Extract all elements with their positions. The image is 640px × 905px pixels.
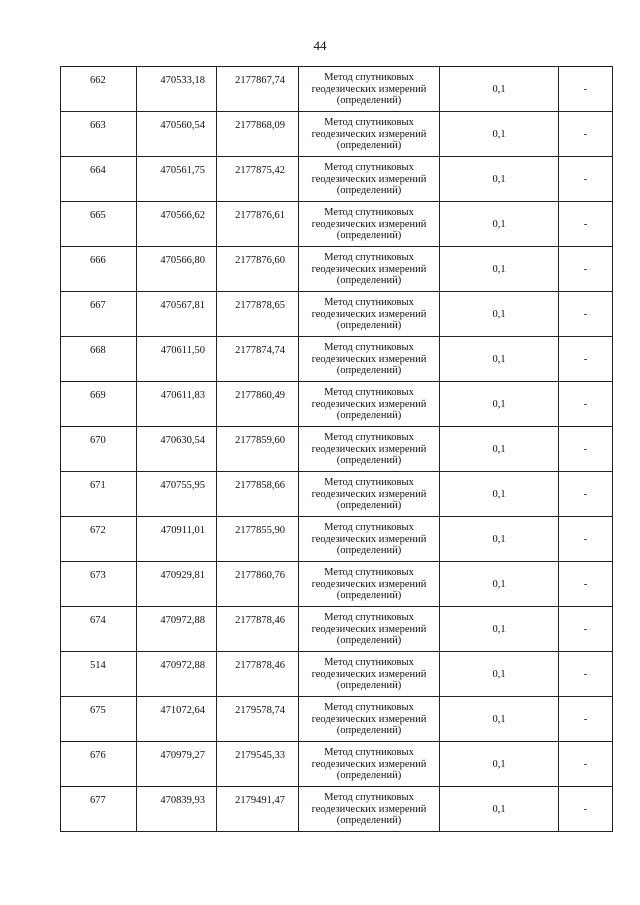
method-cell: Метод спутниковых геодезических измерений (определений)	[299, 652, 440, 697]
table-row	[61, 787, 613, 832]
x-coordinate-cell: 470630,54	[137, 427, 217, 472]
table-row	[61, 247, 613, 292]
x-coordinate-cell: 470567,81	[137, 292, 217, 337]
y-coordinate-cell: 2177878,65	[217, 292, 299, 337]
method-cell: Метод спутниковых геодезических измерений (определений)	[299, 112, 440, 157]
accuracy-cell: 0,1	[440, 337, 559, 382]
method-cell: Метод спутниковых геодезических измерений (определений)	[299, 247, 440, 292]
description-cell: -	[559, 382, 613, 427]
x-coordinate-cell: 470755,95	[137, 472, 217, 517]
y-coordinate-cell: 2177875,42	[217, 157, 299, 202]
point-number-cell: 669	[61, 382, 137, 427]
description-cell: -	[559, 607, 613, 652]
y-coordinate-cell: 2177867,74	[217, 67, 299, 112]
accuracy-cell: 0,1	[440, 112, 559, 157]
method-cell: Метод спутниковых геодезических измерений (определений)	[299, 427, 440, 472]
x-coordinate-cell: 470972,88	[137, 607, 217, 652]
table-row	[61, 157, 613, 202]
accuracy-cell: 0,1	[440, 607, 559, 652]
table-row	[61, 562, 613, 607]
point-number-cell: 667	[61, 292, 137, 337]
table-row	[61, 742, 613, 787]
y-coordinate-cell: 2179578,74	[217, 697, 299, 742]
y-coordinate-cell: 2177876,61	[217, 202, 299, 247]
y-coordinate-cell: 2177878,46	[217, 652, 299, 697]
x-coordinate-cell: 470929,81	[137, 562, 217, 607]
accuracy-cell: 0,1	[440, 742, 559, 787]
point-number-cell: 662	[61, 67, 137, 112]
table-row	[61, 292, 613, 337]
method-cell: Метод спутниковых геодезических измерений (определений)	[299, 607, 440, 652]
y-coordinate-cell: 2179491,47	[217, 787, 299, 832]
x-coordinate-cell: 470611,83	[137, 382, 217, 427]
x-coordinate-cell: 470561,75	[137, 157, 217, 202]
table-row	[61, 472, 613, 517]
x-coordinate-cell: 470972,88	[137, 652, 217, 697]
y-coordinate-cell: 2177859,60	[217, 427, 299, 472]
accuracy-cell: 0,1	[440, 202, 559, 247]
description-cell: -	[559, 247, 613, 292]
point-number-cell: 668	[61, 337, 137, 382]
y-coordinate-cell: 2179545,33	[217, 742, 299, 787]
point-number-cell: 514	[61, 652, 137, 697]
table-row	[61, 697, 613, 742]
method-cell: Метод спутниковых геодезических измерений (определений)	[299, 157, 440, 202]
description-cell: -	[559, 67, 613, 112]
point-number-cell: 664	[61, 157, 137, 202]
x-coordinate-cell: 470611,50	[137, 337, 217, 382]
coordinates-table-body	[61, 67, 613, 832]
description-cell: -	[559, 202, 613, 247]
accuracy-cell: 0,1	[440, 652, 559, 697]
table-row	[61, 202, 613, 247]
method-cell: Метод спутниковых геодезических измерений (определений)	[299, 382, 440, 427]
accuracy-cell: 0,1	[440, 247, 559, 292]
point-number-cell: 673	[61, 562, 137, 607]
page-number: 44	[313, 38, 327, 53]
x-coordinate-cell: 470533,18	[137, 67, 217, 112]
point-number-cell: 670	[61, 427, 137, 472]
point-number-cell: 665	[61, 202, 137, 247]
table-row	[61, 517, 613, 562]
point-number-cell: 675	[61, 697, 137, 742]
method-cell: Метод спутниковых геодезических измерений (определений)	[299, 67, 440, 112]
table-row	[61, 607, 613, 652]
x-coordinate-cell: 471072,64	[137, 697, 217, 742]
point-number-cell: 676	[61, 742, 137, 787]
accuracy-cell: 0,1	[440, 157, 559, 202]
accuracy-cell: 0,1	[440, 472, 559, 517]
accuracy-cell: 0,1	[440, 562, 559, 607]
x-coordinate-cell: 470979,27	[137, 742, 217, 787]
accuracy-cell: 0,1	[440, 697, 559, 742]
y-coordinate-cell: 2177874,74	[217, 337, 299, 382]
coordinates-table	[60, 66, 613, 832]
method-cell: Метод спутниковых геодезических измерений (определений)	[299, 697, 440, 742]
table-row	[61, 427, 613, 472]
description-cell: -	[559, 517, 613, 562]
x-coordinate-cell: 470839,93	[137, 787, 217, 832]
accuracy-cell: 0,1	[440, 787, 559, 832]
x-coordinate-cell: 470566,62	[137, 202, 217, 247]
method-cell: Метод спутниковых геодезических измерений (определений)	[299, 202, 440, 247]
description-cell: -	[559, 742, 613, 787]
table-row	[61, 382, 613, 427]
method-cell: Метод спутниковых геодезических измерений (определений)	[299, 742, 440, 787]
description-cell: -	[559, 787, 613, 832]
method-cell: Метод спутниковых геодезических измерений (определений)	[299, 292, 440, 337]
point-number-cell: 674	[61, 607, 137, 652]
point-number-cell: 671	[61, 472, 137, 517]
y-coordinate-cell: 2177878,46	[217, 607, 299, 652]
y-coordinate-cell: 2177868,09	[217, 112, 299, 157]
y-coordinate-cell: 2177860,49	[217, 382, 299, 427]
description-cell: -	[559, 697, 613, 742]
y-coordinate-cell: 2177858,66	[217, 472, 299, 517]
description-cell: -	[559, 427, 613, 472]
method-cell: Метод спутниковых геодезических измерений (определений)	[299, 562, 440, 607]
accuracy-cell: 0,1	[440, 382, 559, 427]
x-coordinate-cell: 470911,01	[137, 517, 217, 562]
point-number-cell: 666	[61, 247, 137, 292]
method-cell: Метод спутниковых геодезических измерений (определений)	[299, 787, 440, 832]
description-cell: -	[559, 112, 613, 157]
accuracy-cell: 0,1	[440, 292, 559, 337]
description-cell: -	[559, 652, 613, 697]
method-cell: Метод спутниковых геодезических измерений (определений)	[299, 517, 440, 562]
point-number-cell: 677	[61, 787, 137, 832]
description-cell: -	[559, 337, 613, 382]
point-number-cell: 672	[61, 517, 137, 562]
point-number-cell: 663	[61, 112, 137, 157]
x-coordinate-cell: 470560,54	[137, 112, 217, 157]
description-cell: -	[559, 292, 613, 337]
table-row	[61, 67, 613, 112]
method-cell: Метод спутниковых геодезических измерений (определений)	[299, 472, 440, 517]
y-coordinate-cell: 2177860,76	[217, 562, 299, 607]
table-row	[61, 652, 613, 697]
accuracy-cell: 0,1	[440, 517, 559, 562]
y-coordinate-cell: 2177855,90	[217, 517, 299, 562]
description-cell: -	[559, 472, 613, 517]
description-cell: -	[559, 157, 613, 202]
y-coordinate-cell: 2177876,60	[217, 247, 299, 292]
method-cell: Метод спутниковых геодезических измерений (определений)	[299, 337, 440, 382]
accuracy-cell: 0,1	[440, 427, 559, 472]
accuracy-cell: 0,1	[440, 67, 559, 112]
table-row	[61, 112, 613, 157]
table-row	[61, 337, 613, 382]
x-coordinate-cell: 470566,80	[137, 247, 217, 292]
description-cell: -	[559, 562, 613, 607]
